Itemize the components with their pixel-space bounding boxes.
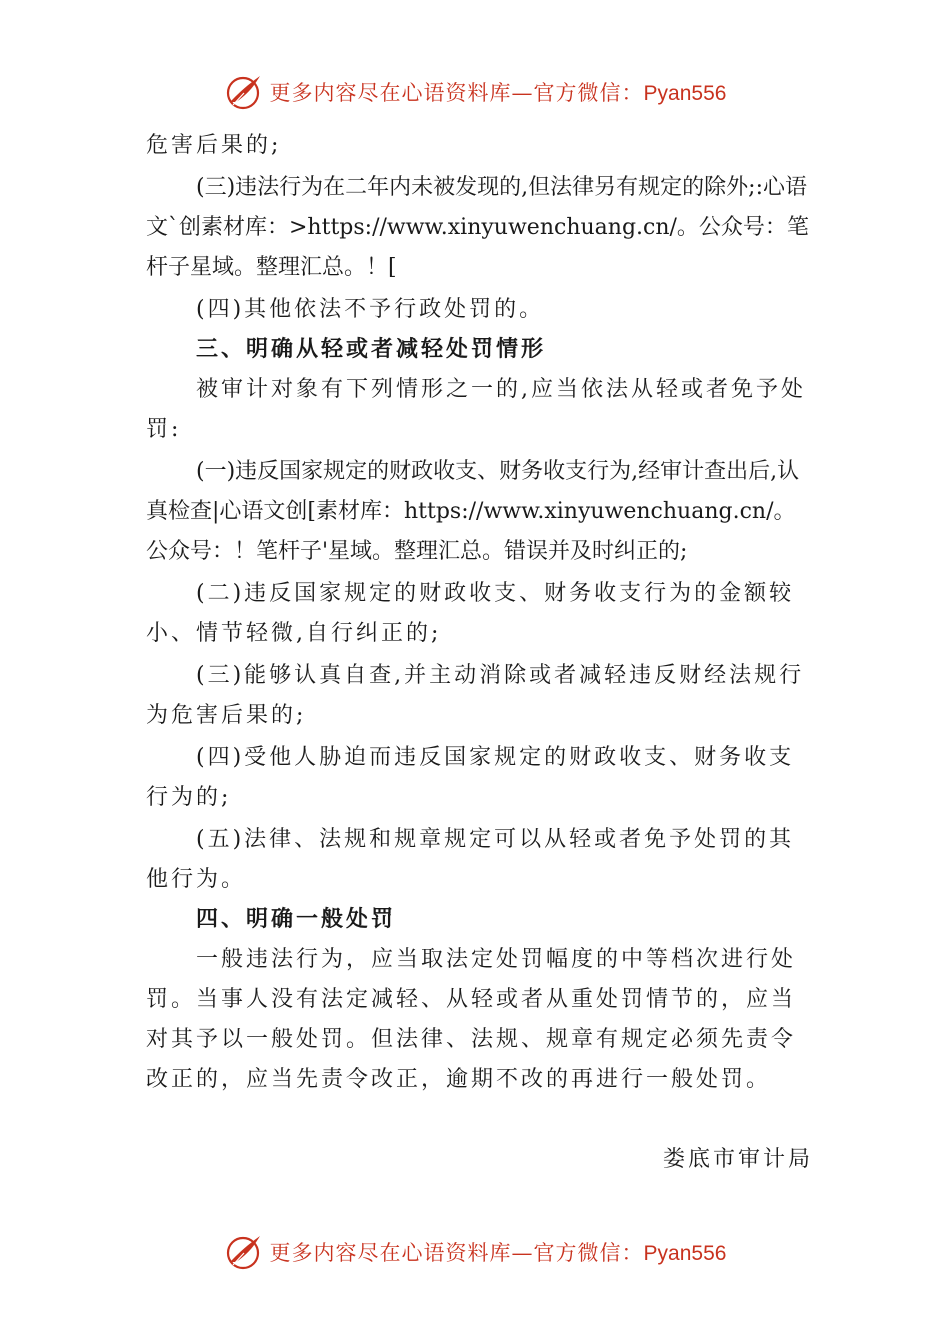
section-heading: 四、明确一般处罚 xyxy=(196,907,397,932)
banner-text: 更多内容尽在心语资料库—官方微信：Pyan556 xyxy=(269,1241,727,1265)
paragraph: (三)能够认真自查,并主动消除或者减轻违反财经法规行为危害后果的; xyxy=(146,663,805,728)
banner-text: 更多内容尽在心语资料库—官方微信：Pyan556 xyxy=(269,81,727,105)
paragraph: (四)其他依法不予行政处罚的。 xyxy=(196,297,545,322)
paragraph: 危害后果的; xyxy=(146,133,282,158)
paragraph: (四)受他人胁迫而违反国家规定的财政收支、财务收支行为的; xyxy=(146,745,795,810)
section-heading: 三、明确从轻或者减轻处罚情形 xyxy=(196,337,547,362)
paragraph: (五)法律、法规和规章规定可以从轻或者免予处罚的其他行为。 xyxy=(146,827,795,892)
paragraph: (一)违反国家规定的财政收支、财务收支行为,经审计查出后,认真检查|心语文创[素材库：https://www.xinyuwenchuang.cn/。公众号：！笔杆子'星域。整理汇总。错误并及时纠正的; xyxy=(146,459,800,564)
footer-banner xyxy=(0,1230,950,1274)
header-banner xyxy=(0,70,950,114)
paragraph: (三)违法行为在二年内未被发现的,但法律另有规定的除外;:心语文`创素材库：>https://www.xinyuwenchuang.cn/。公众号：笔杆子星域。整理汇总。！[ xyxy=(146,175,809,280)
quill-logo-icon xyxy=(224,1232,264,1272)
paragraph: 一般违法行为，应当取法定处罚幅度的中等档次进行处罚。当事人没有法定减轻、从轻或者从重处罚情节的，应当对其予以一般处罚。但法律、法规、规章有规定必须先责令改正的，应当先责令改正，逾期不改的再进行一般处罚。 xyxy=(146,947,797,1092)
document-body xyxy=(146,126,810,1100)
paragraph: (二)违反国家规定的财政收支、财务收支行为的金额较小、情节轻微,自行纠正的; xyxy=(146,581,795,646)
quill-logo-icon xyxy=(224,72,264,112)
paragraph: 被审计对象有下列情形之一的,应当依法从轻或者免予处罚: xyxy=(146,377,806,442)
signature: 娄底市审计局 xyxy=(663,1147,814,1172)
